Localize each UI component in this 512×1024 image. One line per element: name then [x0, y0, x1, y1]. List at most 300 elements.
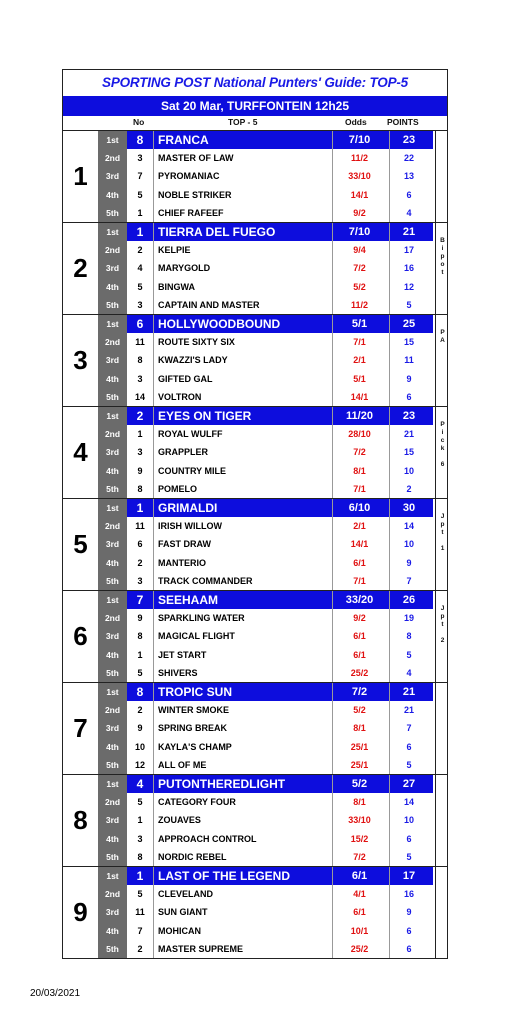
position-label: 2nd — [104, 337, 121, 348]
position-label: 3rd — [105, 723, 120, 734]
runner-name: TROPIC SUN — [158, 685, 233, 699]
position-label: 3rd — [105, 815, 120, 826]
top-pick-row — [127, 775, 433, 793]
position-label: 4th — [106, 189, 119, 200]
position-label: 4th — [106, 557, 119, 568]
runner-odds: 8/1 — [353, 723, 366, 734]
runner-odds: 11/20 — [346, 410, 373, 422]
runner-name: MAGICAL FLIGHT — [158, 631, 235, 642]
runner-name: NORDIC REBEL — [158, 851, 227, 862]
top-pick-row — [127, 591, 433, 609]
runner-name: SPARKLING WATER — [158, 613, 245, 624]
grid-divider — [389, 775, 390, 866]
runner-name: BINGWA — [158, 281, 195, 292]
col-top5-label: TOP - 5 — [228, 117, 258, 127]
side-note-char: J — [440, 513, 445, 520]
runner-odds: 25/2 — [350, 943, 369, 954]
position-label: 4th — [106, 465, 119, 476]
runner-name: TIERRA DEL FUEGO — [158, 225, 276, 239]
runner-name: POMELO — [158, 483, 198, 494]
position-label: 2nd — [104, 153, 121, 164]
position-label: 4th — [106, 373, 119, 384]
runner-points: 9 — [406, 557, 412, 568]
runner-odds: 7/1 — [353, 575, 366, 586]
runner-odds: 10/1 — [350, 925, 369, 936]
grid-divider — [389, 131, 390, 222]
runner-points: 13 — [403, 171, 414, 182]
runner-row — [127, 811, 433, 829]
race-block — [63, 223, 447, 315]
runner-number: 8 — [137, 483, 143, 494]
runner-row — [127, 848, 433, 866]
runner-odds: 7/2 — [353, 851, 366, 862]
position-label: 2nd — [104, 521, 121, 532]
runner-name: VOLTRON — [158, 391, 202, 402]
position-label: 5th — [106, 851, 119, 862]
position-column — [98, 591, 127, 682]
top-pick-row — [127, 223, 433, 241]
runner-odds: 6/1 — [353, 557, 366, 568]
runner-points: 9 — [406, 373, 412, 384]
runner-name: SHIVERS — [158, 667, 198, 678]
runner-points: 14 — [403, 521, 414, 532]
runner-points: 21 — [402, 226, 416, 238]
runner-row — [127, 701, 433, 719]
runner-points: 11 — [404, 355, 414, 366]
position-label: 1st — [106, 503, 119, 513]
runner-points: 16 — [403, 263, 414, 274]
position-label: 5th — [106, 391, 119, 402]
runner-row — [127, 443, 433, 461]
runner-points: 15 — [403, 337, 414, 348]
position-label: 1st — [106, 319, 119, 329]
race-number: 1 — [63, 131, 99, 222]
position-label: 1st — [106, 687, 119, 697]
runner-number: 5 — [137, 797, 143, 808]
runner-name: GRIMALDI — [158, 501, 218, 515]
race-block — [63, 591, 447, 683]
runner-number: 11 — [135, 907, 145, 918]
position-label: 2nd — [104, 613, 121, 624]
grid-divider — [332, 683, 333, 774]
position-label: 1st — [106, 227, 119, 237]
side-note-char: P — [440, 329, 445, 336]
runner-odds: 14/1 — [350, 189, 369, 200]
runner-name: KELPIE — [158, 245, 191, 256]
position-label: 3rd — [105, 355, 120, 366]
runner-number: 8 — [137, 631, 143, 642]
runner-row — [127, 903, 433, 921]
side-note-char: i — [441, 245, 444, 252]
runner-name: SUN GIANT — [158, 907, 208, 918]
runner-odds: 11/2 — [350, 153, 369, 164]
position-label: 5th — [106, 483, 119, 494]
position-label: 3rd — [105, 539, 120, 550]
position-label: 3rd — [105, 631, 120, 642]
runner-number: 1 — [136, 501, 144, 515]
runner-number: 11 — [135, 521, 145, 532]
race-number: 4 — [63, 407, 99, 498]
grid-divider — [332, 223, 333, 314]
runner-number: 8 — [137, 851, 143, 862]
runner-number: 5 — [137, 281, 143, 292]
runner-name: SEEHAAM — [158, 593, 219, 607]
runner-odds: 2/1 — [353, 521, 366, 532]
runner-number: 9 — [137, 613, 143, 624]
runner-points: 16 — [403, 889, 414, 900]
position-column — [98, 223, 127, 314]
runner-name: CAPTAIN AND MASTER — [158, 299, 260, 310]
runner-row — [127, 793, 433, 811]
position-label: 5th — [106, 207, 119, 218]
position-label: 4th — [106, 281, 119, 292]
runner-row — [127, 719, 433, 737]
race-number: 8 — [63, 775, 99, 866]
runner-odds: 9/2 — [353, 613, 366, 624]
runner-points: 5 — [406, 851, 412, 862]
runner-name: KAYLA'S CHAMP — [158, 741, 232, 752]
side-note-char: P — [440, 421, 445, 428]
runner-row — [127, 278, 433, 296]
runner-number: 7 — [136, 593, 144, 607]
runner-points: 6 — [406, 391, 412, 402]
runner-points: 27 — [402, 778, 416, 790]
runner-number: 2 — [137, 557, 143, 568]
runner-number: 10 — [134, 741, 145, 752]
grid-divider — [153, 683, 154, 774]
runner-number: 12 — [134, 759, 145, 770]
footer-date: 20/03/2021 — [30, 988, 81, 999]
runner-points: 5 — [406, 649, 412, 660]
runner-name: ROYAL WULFF — [158, 429, 223, 440]
runner-name: KWAZZI'S LADY — [158, 355, 228, 366]
position-label: 1st — [106, 779, 119, 789]
side-note — [435, 223, 449, 314]
runner-odds: 14/1 — [350, 391, 369, 402]
runner-odds: 14/1 — [350, 539, 369, 550]
runner-odds: 33/10 — [348, 171, 371, 182]
runner-points: 4 — [406, 207, 412, 218]
side-note — [435, 683, 449, 774]
runner-points: 26 — [402, 594, 416, 606]
runner-row — [127, 885, 433, 903]
runner-row — [127, 756, 433, 774]
side-note-char: t — [441, 529, 444, 536]
runner-row — [127, 462, 433, 480]
grid-divider — [153, 407, 154, 498]
runner-points: 12 — [403, 281, 414, 292]
runner-points: 21 — [403, 429, 414, 440]
runner-points: 14 — [403, 797, 414, 808]
runner-points: 17 — [403, 245, 414, 256]
runner-odds: 5/1 — [351, 318, 368, 330]
runner-odds: 7/2 — [351, 686, 368, 698]
runner-number: 9 — [137, 465, 143, 476]
runner-points: 7 — [406, 723, 412, 734]
runner-number: 3 — [137, 299, 143, 310]
position-label: 5th — [106, 667, 119, 678]
runner-number: 2 — [137, 705, 143, 716]
grid-divider — [389, 591, 390, 682]
race-number: 7 — [63, 683, 99, 774]
runner-row — [127, 259, 433, 277]
runner-points: 8 — [406, 631, 412, 642]
top-pick-row — [127, 407, 433, 425]
grid-divider — [389, 223, 390, 314]
side-note — [435, 499, 449, 590]
side-note-char: 1 — [440, 545, 445, 552]
side-note-char: p — [440, 613, 445, 620]
side-note-char: i — [441, 429, 444, 436]
side-note — [435, 315, 449, 406]
side-note — [435, 591, 449, 682]
runner-odds: 33/20 — [345, 594, 374, 606]
runner-points: 5 — [406, 299, 412, 310]
runner-odds: 6/1 — [353, 907, 366, 918]
side-note-char — [436, 629, 449, 637]
runner-points: 10 — [403, 465, 414, 476]
runner-number: 1 — [137, 649, 143, 660]
runner-number: 1 — [137, 207, 143, 218]
position-label: 1st — [106, 595, 119, 605]
runner-number: 3 — [137, 833, 143, 844]
runner-odds: 6/1 — [353, 649, 366, 660]
runner-row — [127, 554, 433, 572]
col-points-label: POINTS — [387, 117, 419, 127]
runner-points: 10 — [403, 815, 414, 826]
runner-points: 9 — [406, 907, 412, 918]
runner-points: 21 — [402, 686, 416, 698]
runner-row — [127, 241, 433, 259]
race-block — [63, 867, 447, 958]
runner-name: WINTER SMOKE — [158, 705, 229, 716]
side-note-char: 6 — [440, 461, 445, 468]
runner-row — [127, 517, 433, 535]
grid-divider — [153, 315, 154, 406]
position-label: 2nd — [104, 889, 121, 900]
race-block — [63, 775, 447, 867]
runner-odds: 5/2 — [353, 705, 366, 716]
runner-points: 7 — [406, 575, 412, 586]
position-label: 4th — [106, 925, 119, 936]
side-note — [435, 131, 449, 222]
runner-row — [127, 646, 433, 664]
runner-number: 7 — [137, 925, 143, 936]
side-note-char: p — [440, 521, 445, 528]
grid-divider — [153, 591, 154, 682]
runner-number: 8 — [137, 355, 143, 366]
runner-name: GIFTED GAL — [158, 373, 213, 384]
runner-number: 5 — [137, 189, 143, 200]
runner-row — [127, 535, 433, 553]
grid-divider — [332, 407, 333, 498]
runner-name: LAST OF THE LEGEND — [158, 869, 290, 883]
position-column — [98, 407, 127, 498]
runner-number: 1 — [136, 225, 144, 239]
runner-name: FAST DRAW — [158, 539, 211, 550]
runner-points: 10 — [403, 539, 414, 550]
runner-name: TRACK COMMANDER — [158, 575, 253, 586]
grid-divider — [389, 499, 390, 590]
top-pick-row — [127, 315, 433, 333]
runner-points: 23 — [402, 134, 416, 146]
grid-divider — [332, 591, 333, 682]
position-label: 1st — [106, 411, 119, 421]
race-list — [63, 131, 447, 958]
runner-odds: 5/1 — [353, 373, 366, 384]
race-number: 6 — [63, 591, 99, 682]
runner-points: 6 — [406, 189, 412, 200]
top-pick-row — [127, 867, 433, 885]
position-label: 2nd — [104, 705, 121, 716]
grid-divider — [332, 499, 333, 590]
position-label: 1st — [106, 871, 119, 881]
runner-row — [127, 296, 433, 314]
runner-number: 3 — [137, 575, 143, 586]
grid-divider — [153, 775, 154, 866]
runner-name: ALL OF ME — [158, 759, 207, 770]
runner-points: 6 — [406, 943, 412, 954]
side-note-char: c — [440, 437, 445, 444]
runner-number: 3 — [137, 373, 143, 384]
position-label: 2nd — [104, 797, 121, 808]
top-pick-row — [127, 683, 433, 701]
col-odds-label: Odds — [345, 117, 367, 127]
position-column — [98, 131, 127, 222]
runner-odds: 7/10 — [348, 226, 371, 238]
race-block — [63, 499, 447, 591]
runner-row — [127, 627, 433, 645]
side-note-char — [436, 537, 449, 545]
runner-points: 2 — [406, 483, 412, 494]
runner-name: ZOUAVES — [158, 815, 201, 826]
position-label: 5th — [106, 943, 119, 954]
runner-row — [127, 830, 433, 848]
side-note-char: 2 — [440, 637, 445, 644]
top-pick-row — [127, 499, 433, 517]
runner-odds: 15/2 — [350, 833, 369, 844]
runner-number: 8 — [136, 685, 144, 699]
runner-row — [127, 204, 433, 222]
runner-odds: 6/10 — [348, 502, 371, 514]
runner-row — [127, 167, 433, 185]
runner-number: 2 — [137, 943, 143, 954]
runner-points: 25 — [402, 318, 416, 330]
runner-name: COUNTRY MILE — [158, 465, 227, 476]
runner-odds: 8/1 — [353, 465, 366, 476]
race-block — [63, 407, 447, 499]
top-pick-row — [127, 131, 433, 149]
column-header — [63, 116, 447, 131]
runner-number: 8 — [136, 133, 144, 147]
side-note-char: A — [440, 337, 445, 344]
runner-points: 23 — [402, 410, 416, 422]
side-note — [435, 867, 449, 958]
position-label: 5th — [106, 575, 119, 586]
position-column — [98, 683, 127, 774]
runner-number: 7 — [137, 171, 143, 182]
top5-guide-sheet — [62, 69, 448, 959]
runner-name: PUTONTHEREDLIGHT — [158, 777, 286, 791]
position-label: 5th — [106, 759, 119, 770]
runner-odds: 6/1 — [351, 870, 368, 882]
position-label: 4th — [106, 833, 119, 844]
grid-divider — [153, 223, 154, 314]
runner-name: JET START — [158, 649, 207, 660]
position-column — [98, 499, 127, 590]
runner-number: 2 — [136, 409, 144, 423]
runner-row — [127, 333, 433, 351]
race-block — [63, 131, 447, 223]
side-note-char: p — [440, 253, 445, 260]
runner-odds: 11/2 — [350, 299, 369, 310]
position-column — [98, 775, 127, 866]
runner-number: 1 — [136, 869, 144, 883]
runner-row — [127, 388, 433, 406]
runner-odds: 9/4 — [353, 245, 366, 256]
runner-number: 6 — [137, 539, 143, 550]
runner-odds: 5/2 — [351, 778, 368, 790]
runner-odds: 33/10 — [348, 815, 371, 826]
runner-points: 4 — [406, 667, 412, 678]
grid-divider — [389, 683, 390, 774]
runner-odds: 4/1 — [353, 889, 366, 900]
grid-divider — [332, 775, 333, 866]
runner-row — [127, 480, 433, 498]
runner-odds: 9/2 — [353, 207, 366, 218]
runner-odds: 25/2 — [350, 667, 369, 678]
runner-odds: 25/1 — [350, 759, 369, 770]
grid-divider — [332, 131, 333, 222]
runner-points: 19 — [403, 613, 414, 624]
runner-row — [127, 425, 433, 443]
runner-number: 3 — [137, 153, 143, 164]
runner-row — [127, 664, 433, 682]
runner-name: MARYGOLD — [158, 263, 211, 274]
runner-odds: 7/1 — [353, 483, 366, 494]
grid-divider — [153, 131, 154, 222]
runner-name: NOBLE STRIKER — [158, 189, 232, 200]
runner-odds: 25/1 — [350, 741, 369, 752]
position-label: 1st — [106, 135, 119, 145]
runner-number: 1 — [137, 429, 143, 440]
runner-name: MOHICAN — [158, 925, 201, 936]
runner-name: CATEGORY FOUR — [158, 797, 236, 808]
runner-number: 3 — [137, 447, 143, 458]
runner-name: CLEVELAND — [158, 889, 214, 900]
grid-divider — [153, 499, 154, 590]
runner-points: 22 — [403, 153, 414, 164]
side-note-char: B — [440, 237, 445, 244]
runner-number: 5 — [137, 889, 143, 900]
position-label: 2nd — [104, 429, 121, 440]
page-title: SPORTING POST National Punters' Guide: TOP-5 — [102, 75, 408, 90]
runner-number: 4 — [136, 777, 144, 791]
runner-name: EYES ON TIGER — [158, 409, 252, 423]
runner-number: 5 — [137, 667, 143, 678]
runner-number: 6 — [136, 317, 144, 331]
grid-divider — [389, 315, 390, 406]
runner-name: IRISH WILLOW — [158, 521, 222, 532]
runner-points: 6 — [406, 833, 412, 844]
position-column — [98, 867, 127, 958]
runner-name: GRAPPLER — [158, 447, 209, 458]
position-label: 5th — [106, 299, 119, 310]
runner-odds: 7/2 — [353, 447, 366, 458]
runner-row — [127, 186, 433, 204]
side-note-char: t — [441, 621, 444, 628]
runner-points: 30 — [402, 502, 416, 514]
